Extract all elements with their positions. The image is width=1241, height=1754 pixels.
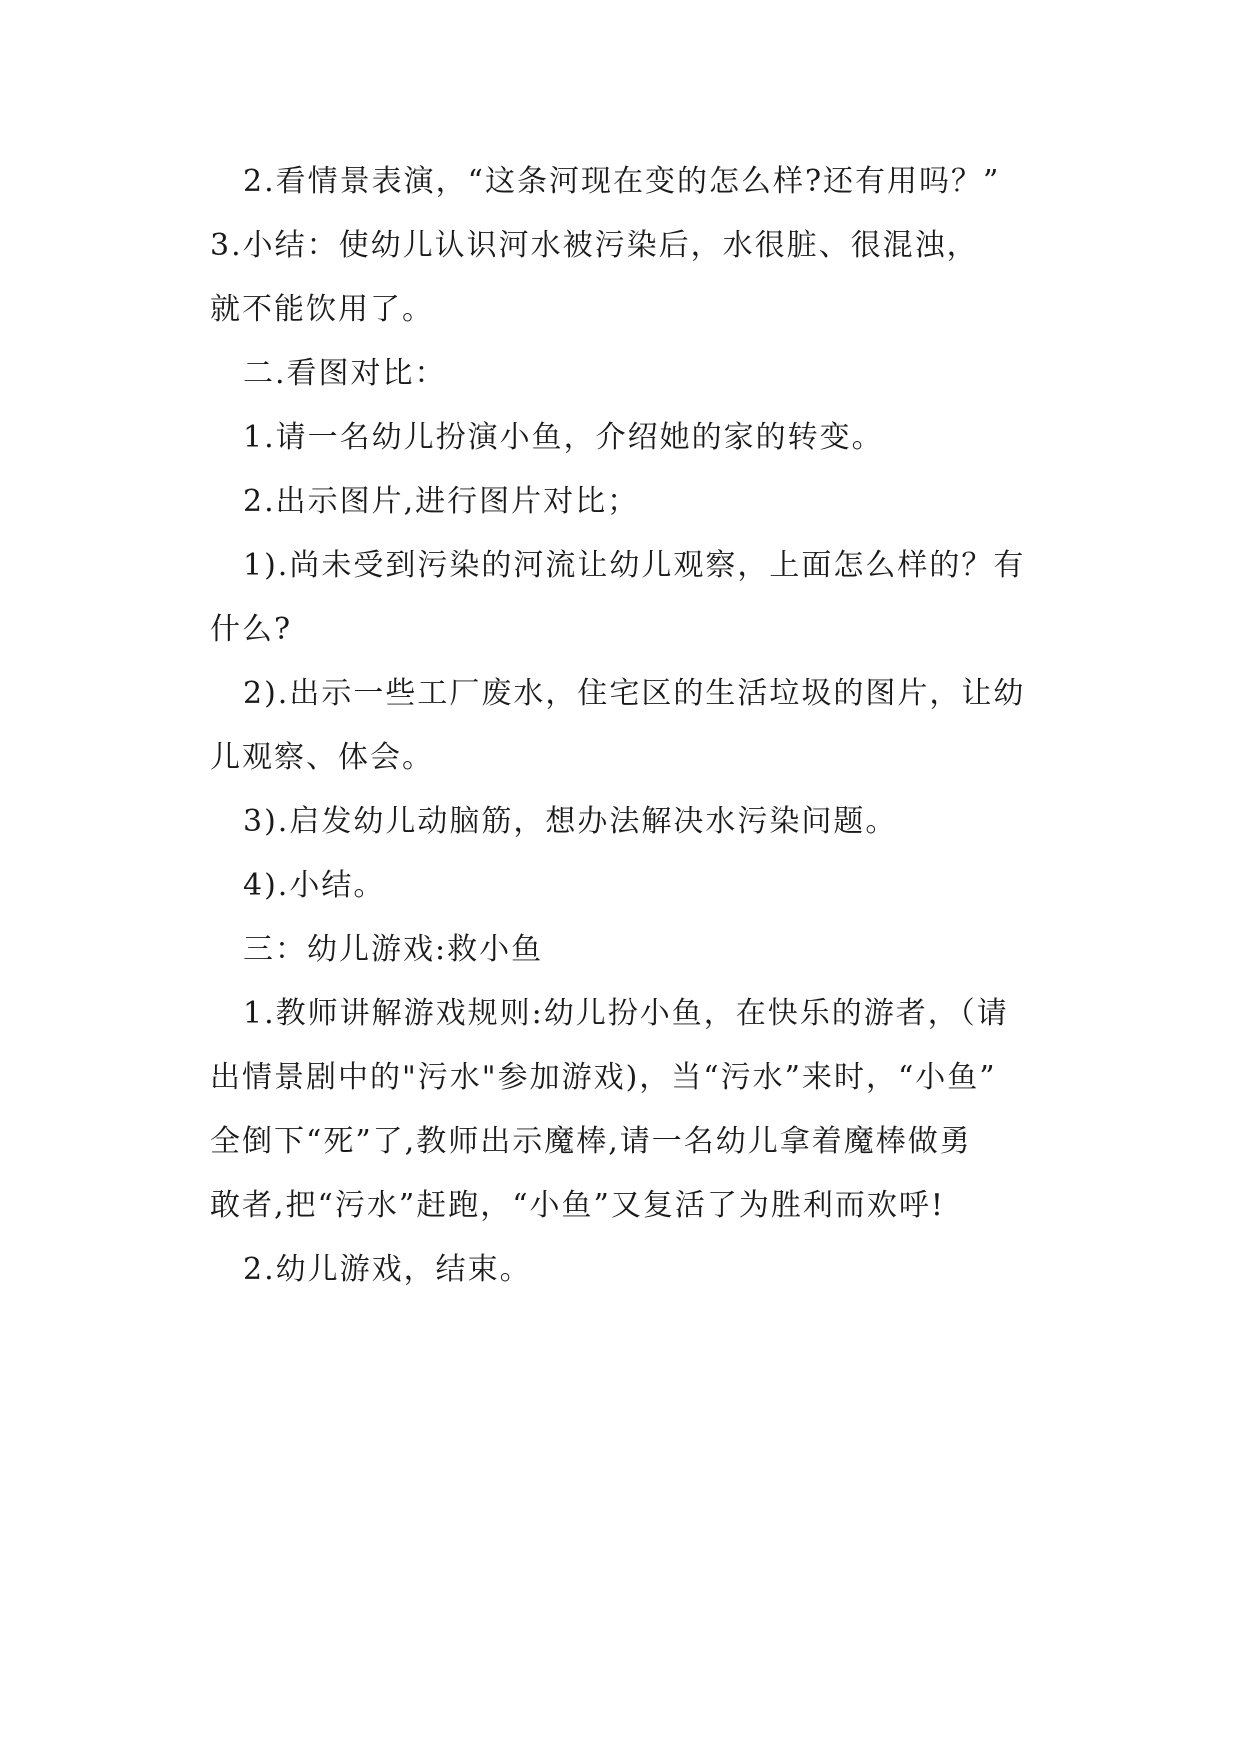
text-line: 出情景剧中的"污水"参加游戏)，当“污水”来时，“小鱼” <box>210 1060 997 1095</box>
text-line: 1.教师讲解游戏规则:幼儿扮小鱼，在快乐的游者，（请 <box>243 996 1009 1031</box>
section-heading: 三：幼儿游戏:救小鱼 <box>243 932 544 967</box>
text-line: 就不能饮用了。 <box>210 292 434 327</box>
section-heading: 二.看图对比： <box>243 356 447 391</box>
text-line: 全倒下“死”了,教师出示魔棒,请一名幼儿拿着魔棒做勇 <box>210 1124 972 1159</box>
text-line: 2.幼儿游戏，结束。 <box>243 1252 532 1287</box>
text-line: 儿观察、体会。 <box>210 740 434 775</box>
text-line: 什么? <box>210 612 293 647</box>
text-line: 2).出示一些工厂废水，住宅区的生活垃圾的图片，让幼 <box>243 676 1026 711</box>
text-line: 3.小结：使幼儿认识河水被污染后，水很脏、很混浊， <box>210 228 979 263</box>
text-line: 敢者,把“污水”赶跑，“小鱼”又复活了为胜利而欢呼! <box>210 1188 945 1223</box>
text-line: 2.出示图片,进行图片对比； <box>243 484 640 519</box>
text-line: 1.请一名幼儿扮演小鱼，介绍她的家的转变。 <box>243 420 884 455</box>
text-line: 3).启发幼儿动脑筋，想办法解决水污染问题。 <box>243 804 898 839</box>
text-line: 2.看情景表演，“这条河现在变的怎么样?还有用吗？” <box>243 164 1001 199</box>
text-line: 4).小结。 <box>243 868 386 903</box>
text-line: 1).尚未受到污染的河流让幼儿观察，上面怎么样的？有 <box>243 548 1026 583</box>
